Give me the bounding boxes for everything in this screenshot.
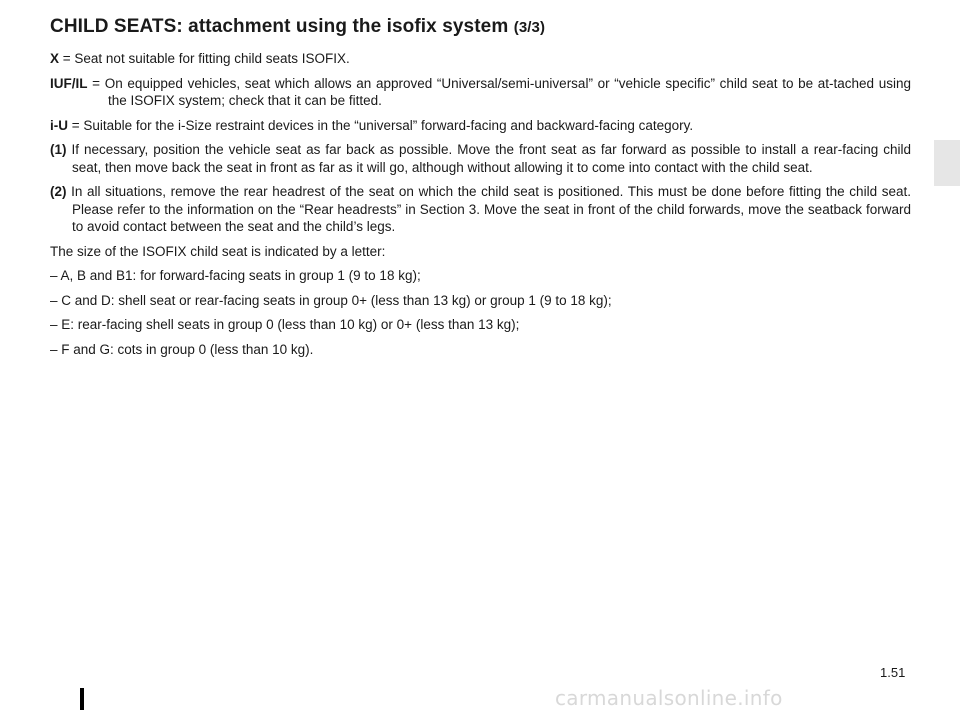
watermark: carmanualsonline.info (555, 686, 783, 710)
definition-separator: = (87, 75, 105, 91)
section-tab (934, 140, 960, 186)
definition-term: X (50, 51, 60, 66)
definition-text: Suitable for the i-Size restraint devices in the “universal” forward-facing and backward-facing category. (83, 117, 694, 133)
note-1 (50, 141, 911, 176)
note-marker: (2) (50, 184, 67, 199)
page-edge-mark (80, 688, 84, 710)
definition-term: i-U (50, 117, 68, 133)
content (50, 50, 911, 365)
definition-i-u (50, 117, 911, 135)
page-title-text: CHILD SEATS: attachment using the isofix system (50, 16, 509, 37)
note-text: In all situations, remove the rear headrest of the seat on which the child seat is positioned. This must be done before fitting the child seat. Please refer to the information on the “Rear headrests” in Section 3. Move the seat in front of the child forwards, move the seatback forward to avoid contact between the seat and the child’s legs. (71, 184, 911, 234)
definition-term: IUF/IL (50, 75, 88, 91)
page-number: 1.51 (880, 665, 906, 680)
definition-separator: = (59, 51, 75, 66)
definition-iuf-il (50, 75, 911, 110)
list-item: – C and D: shell seat or rear-facing seats in group 0+ (less than 13 kg) or group 1 (9 to 18 kg); (50, 292, 612, 308)
definition-text: On equipped vehicles, seat which allows an approved “Universal/semi-universal” or “vehicle specific” child seat to be at-tached using the ISOFIX system; check that it can be fitted. (104, 75, 911, 108)
size-list (50, 267, 911, 358)
definition-separator: = (68, 117, 84, 133)
list-item: – A, B and B1: for forward-facing seats in group 1 (9 to 18 kg); (50, 268, 421, 283)
note-text: If necessary, position the vehicle seat as far back as possible. Move the front seat as far forward as possible to install a rear-facing child seat, then move back the seat in front as far as it will go, although without allowing it to come into contact with the child seat. (71, 142, 911, 175)
page-title (50, 16, 545, 38)
size-intro: The size of the ISOFIX child seat is indicated by a letter: (50, 243, 386, 259)
page-title-part: (3/3) (513, 19, 546, 36)
definition-text: Seat not suitable for fitting child seats ISOFIX. (74, 51, 350, 66)
definition-x (50, 50, 911, 68)
note-2 (50, 183, 911, 236)
note-marker: (1) (50, 142, 67, 157)
list-item: – E: rear-facing shell seats in group 0 (less than 10 kg) or 0+ (less than 13 kg); (50, 317, 520, 332)
list-item: – F and G: cots in group 0 (less than 10 kg). (50, 341, 314, 357)
